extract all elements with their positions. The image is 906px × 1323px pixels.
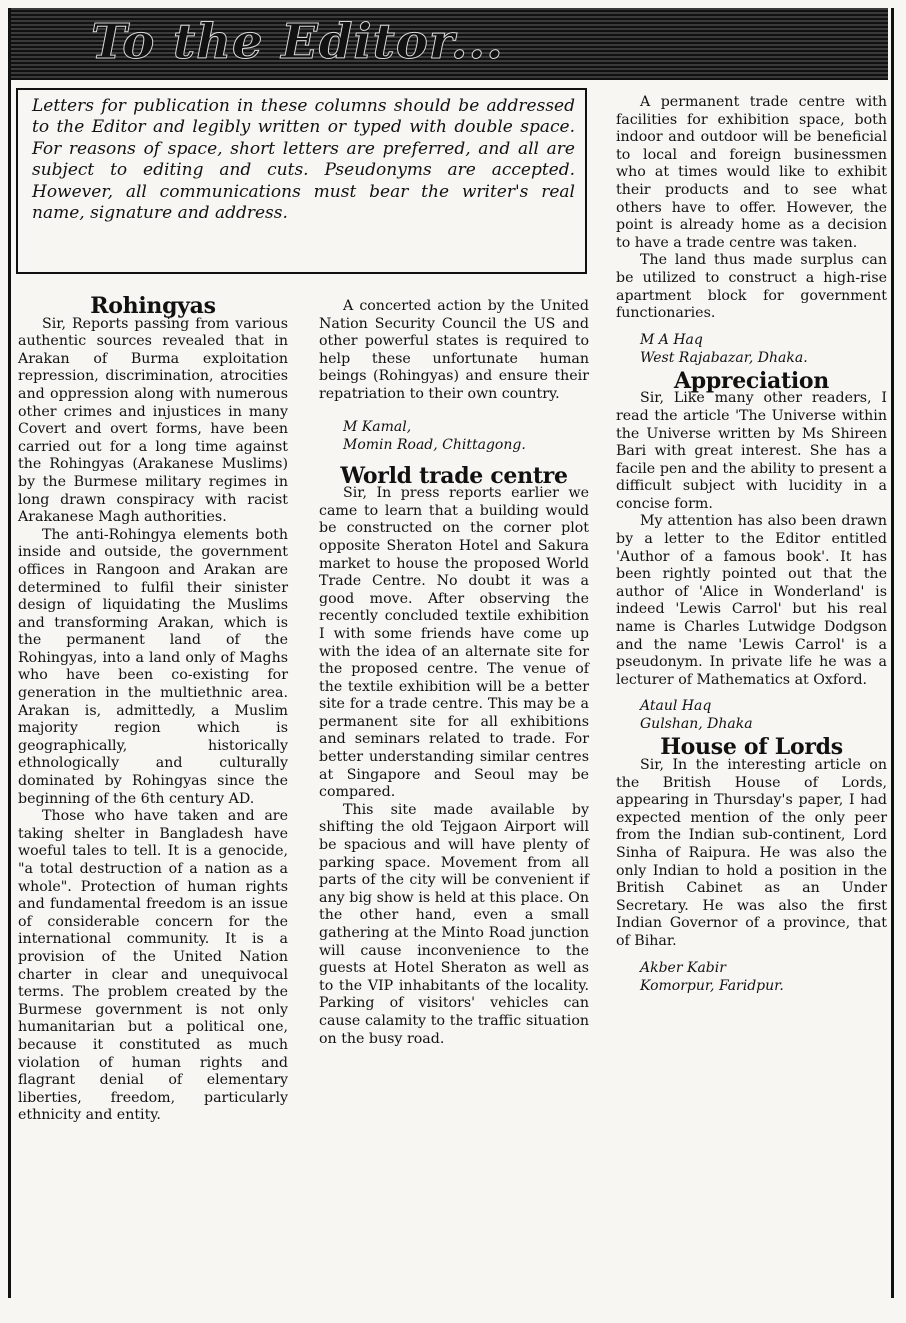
house-of-lords-signature-name: Akber Kabir: [640, 959, 726, 976]
rohingyas-paragraph-4: A concerted action by the United Nation Security Council the US and other powerful states is required to help these unfortunate human beings (Rohingyas) and ensure their repatriation to their own country.: [319, 298, 589, 402]
world-trade-paragraph-3: A permanent trade centre with facilities for exhibition space, both indoor and outdoor will be beneficial to local and foreign businessmen who at times would like to exhibit their products and to see what others have to offer. However, the point is already home as a decision to have a trade centre was taken.: [616, 94, 887, 251]
column-3: [616, 94, 887, 995]
house-of-lords-signature-place: Komorpur, Faridpur.: [640, 977, 784, 994]
appreciation-paragraph-2: My attention has also been drawn by a letter to the Editor entitled 'Author of a famous book'. It has been rightly pointed out that the author of 'Alice in Wonderland' is indeed 'Lewis Carrol' but his real name is Charles Lutwidge Dodgson and the name 'Lewis Carrol' is a pseudonym. In private life he was a lecturer of Mathematics at Oxford.: [616, 513, 887, 688]
world-trade-paragraph-1: Sir, In press reports earlier we came to learn that a building would be constructed on the corner plot opposite Sheraton Hotel and Sakura market to house the proposed World Trade Centre. No doubt it was a good move. After observing the recently concluded textile exhibition I with some friends have come up with the idea of an alternate site for the proposed centre. The venue of the textile exhibition will be a better site for a trade centre. This may be a permanent site for all exhibitions and seminars related to trade. For better understanding similar centres at Singapore and Seoul may be compared.: [319, 485, 589, 801]
rohingyas-signature-place: Momin Road, Chittagong.: [343, 436, 526, 453]
rohingyas-paragraph-2: The anti-Rohingya elements both inside and outside, the government offices in Rangoon and Arakan are determined to fulfil their sinister design of liquidating the Muslims and transforming Arakan, which is the permanent land of the Rohingyas, into a land only of Maghs who have been co-existing for generation in the multiethnic area. Arakan is, admittedly, a Muslim majority region which is geographically, historically ethnologically and culturally dominated by Rohingyas since the beginning of the 6th century AD.: [18, 526, 288, 807]
letter-title-appreciation: Appreciation: [673, 367, 830, 394]
appreciation-paragraph-1: Sir, Like many other readers, I read the article 'The Universe within the Universe written by Ms Shireen Bari with great interest. She has a facile pen and the ability to present a difficult subject with lucidity in a concise form.: [616, 390, 887, 512]
submission-notice: Letters for publication in these columns should be addressed to the Editor and legibly written or typed with double space. For reasons of space, short letters are preferred, and all are subject to editing and cuts. Pseudonyms are accepted. However, all communications must bear the writer's real name, signature and address.: [16, 88, 587, 274]
masthead-title: To the Editor...: [91, 14, 504, 70]
world-trade-paragraph-2: This site made available by shifting the old Tejgaon Airport will be spacious and will have plenty of parking space. Movement from all parts of the city will be convenient if any big show is held at this place. On the other hand, even a small gathering at the Minto Road junction will cause inconvenience to the guests at Hotel Sheraton as well as to the VIP inhabitants of the locality. Parking of visitors' vehicles can cause calamity to the traffic situation on the busy road.: [319, 801, 589, 1047]
rohingyas-paragraph-1: Sir, Reports passing from various authentic sources revealed that in Arakan of Burma exploitation repression, discrimination, atrocities and oppression along with numerous other crimes and injustices in many Covert and overt forms, have been carried out for a long time against the Rohingyas (Arakanese Muslims) by the Burmese military regimes in long drawn conspiracy with racist Arakanese Magh authorities.: [18, 315, 288, 526]
appreciation-signature-place: Gulshan, Dhaka: [640, 716, 753, 733]
rohingyas-signature-name: M Kamal,: [343, 418, 412, 435]
letter-title-house-of-lords: House of Lords: [660, 734, 843, 761]
world-trade-signature-place: West Rajabazar, Dhaka.: [640, 349, 808, 366]
house-of-lords-paragraph-1: Sir, In the interesting article on the British House of Lords, appearing in Thursday's paper, I had expected mention of the only peer from the Indian sub-continent, Lord Sinha of Raipura. He was also the only Indian to hold a position in the British Cabinet as an Under Secretary. He was also the first Indian Governor of a province, that of Bihar.: [616, 757, 887, 949]
appreciation-signature-name: Ataul Haq: [640, 698, 712, 715]
world-trade-paragraph-4: The land thus made surplus can be utilized to construct a high-rise apartment block for government functionaries.: [616, 252, 887, 322]
world-trade-signature-name: M A Haq: [640, 331, 703, 348]
letter-title-world-trade: World trade centre: [340, 462, 568, 489]
letter-title-rohingyas: Rohingyas: [90, 293, 216, 319]
masthead: [11, 8, 888, 80]
column-2: [319, 298, 589, 1048]
rohingyas-paragraph-3: Those who have taken and are taking shelter in Bangladesh have woeful tales to tell. It is a genocide, "a total destruction of a nation as a whole". Protection of human rights and fundamental freedom is an issue of considerable concern for the international community. It is a provision of the United Nation charter in clear and unequivocal terms. The problem created by the Burmese government is not only humanitarian but a political one, because it constituted as much violation of human rights and flagrant denial of elementary liberties, freedom, particularly ethnicity and entity.: [18, 808, 288, 1124]
column-1: [18, 293, 288, 1125]
